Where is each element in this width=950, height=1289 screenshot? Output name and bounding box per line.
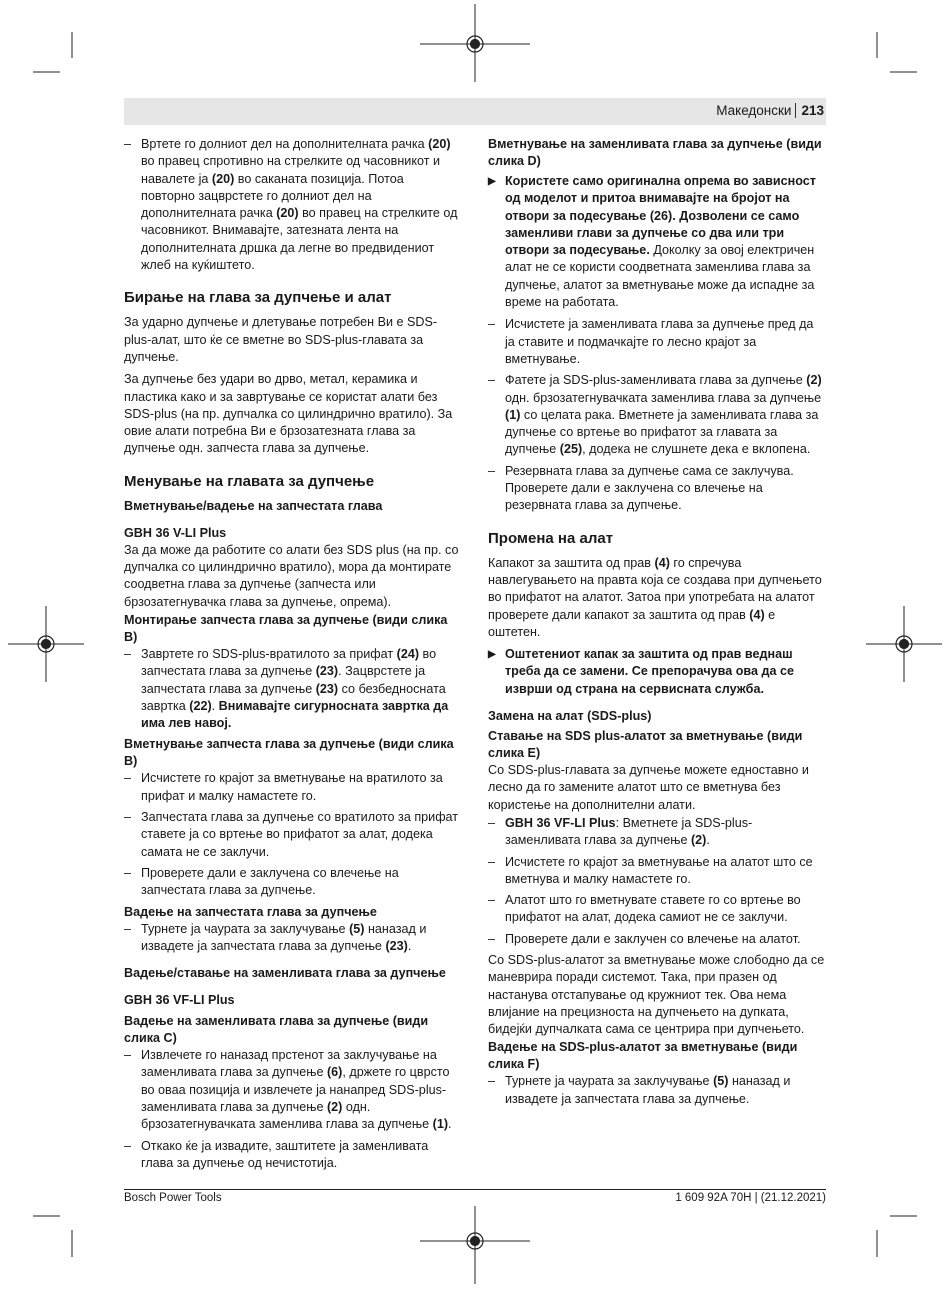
subheading-insert-changeable: Вметнување на заменливата глава за дупчење (види слика D) — [488, 137, 822, 168]
page-number: 213 — [801, 103, 824, 118]
list-item: – Исчистете го крајот за вметнување на вратилото за прифат и малку намастете го. — [124, 770, 461, 805]
list-item: – Запчестата глава за дупчење со вратилото за прифат ставете ја со вртење во прифатот за алат, додека самата не се заклучи. — [124, 809, 461, 861]
warning-note: ▶ Користете само оригинална опрема во зависност од моделот и притоа внимавајте на бројот на отвори за подесување (26). Дозволени се само заменливи глави за дупчење со два или три отвори за подесување. Доколку за овој електричен алат не се користи соодветната заменлива глава за дупчење, алатот за вметнување може да испадне за време на работата. — [488, 173, 825, 311]
subheading-insert-chuck: Вметнување запчеста глава за дупчење (види слика B) — [124, 737, 454, 769]
list-item: – Завртете го SDS-plus-вратилото за прифат (24) во запчестата глава за дупчење (23). Зацврстете ја запчестата глава за дупчење (23) со безбедносната завртка (22). Внимавајте сигурносната завртка да има лев навој. — [124, 646, 461, 732]
left-column — [124, 136, 461, 1176]
model-heading: GBH 36 V-LI Plus — [124, 525, 227, 540]
header-text — [716, 103, 826, 118]
section-heading-tool-change: Промена на алат — [488, 529, 614, 547]
paragraph: За дупчење без удари во дрво, метал, керамика и пластика како и за завртување се користат алати без SDS-plus (на пр. дупчалка со цилиндрично вратило). За овие алати потребна Ви е брзозатезната глава за дупчење одн. запчеста глава за дупчење. — [124, 372, 453, 456]
paragraph: Капакот за заштита од прав (4) го спречува навлегувањето на правта која се создава при дупчењето во прифатот на алатот. Затоа при употребата на алатот проверете дали капакот за заштита од прав (4) е оштетен. — [488, 555, 822, 639]
registration-mark-top — [460, 29, 490, 59]
subheading-remove-replace: Вадење/ставање на заменливата глава за дупчење — [124, 966, 446, 981]
subheading-sds-change: Замена на алат (SDS-plus) — [488, 709, 652, 724]
paragraph: За ударно дупчење и длетување потребен Ви е SDS-plus-алат, што ќе се вметне во SDS-plus-главата за дупчење. — [124, 315, 438, 364]
subheading-insert-remove: Вметнување/вадење на запчестата глава — [124, 498, 383, 513]
right-column — [488, 136, 825, 1112]
list-item: – Исчистете го крајот за вметнување на алатот што се вметнува и малку намастете го. — [488, 854, 825, 889]
warning-note: ▶ Оштетениот капак за заштита од прав веднаш треба да се замени. Се препорачува ова да се изврши од страна на сервисната служба. — [488, 646, 825, 698]
footer-doc-id: 1 609 92A 70H | (21.12.2021) — [675, 1192, 826, 1204]
registration-mark-right — [889, 629, 919, 659]
list-item: – Проверете дали е заклучен со влечење на алатот. — [488, 931, 825, 948]
footer-brand: Bosch Power Tools — [124, 1192, 222, 1204]
paragraph: За да може да работите со алати без SDS plus (на пр. со дупчалка со цилиндрично вратило), мора да монтирате соодветна глава за дупчење (запчеста или брзозатегнувачка глава за дупчење, опрема). — [124, 542, 459, 609]
header-language: Македонски — [716, 103, 792, 118]
list-item: – Резервната глава за дупчење сама се заклучува. Проверете дали е заклучена со влечење на резервната глава за дупчење. — [488, 463, 825, 515]
list-item: – GBH 36 VF-LI Plus: Вметнете ја SDS-plus-заменливата глава за дупчење (2). — [488, 815, 825, 850]
footer-rule — [124, 1189, 826, 1190]
page-header — [124, 98, 826, 125]
registration-mark-bottom — [460, 1226, 490, 1256]
list-item: – Извлечете го наназад прстенот за заклучување на заменливата глава за дупчење (6), држете го цврсто во оваа позиција и извлечете ја нанапред SDS-plus-заменливата глава за дупчење (2) одн. брзозатегнувачката заменлива глава за дупчење (1). — [124, 1047, 461, 1133]
header-separator — [795, 103, 796, 118]
paragraph: Со SDS-plus-главата за дупчење можете едноставно и лесно да го замените алатот што се вметнува без користење на дополнителни алати. — [488, 763, 809, 812]
model-heading: GBH 36 VF-LI Plus — [124, 993, 235, 1008]
subheading-mount: Монтирање запчеста глава за дупчење (види слика B) — [124, 612, 448, 644]
list-item: – Проверете дали е заклучена со влечење на запчестата глава за дупчење. — [124, 865, 461, 900]
list-item: – Фатете ја SDS-plus-заменливата глава за дупчење (2) одн. брзозатегнувачката заменлива глава за дупчење (1) со целата рака. Вметнете ја заменливата глава за дупчење со вртење во прифатот за главата за дупчење (25), додека не слушнете дека е вклопена. — [488, 372, 825, 458]
subheading-remove-changeable: Вадење на заменливата глава за дупчење (види слика C) — [124, 1014, 429, 1046]
subheading-sds-insert: Ставање на SDS plus-алатот за вметнување (види слика E) — [488, 729, 803, 761]
list-item: – Вртете го долниот дел на дополнителната рачка (20) во правец спротивно на стрелките од часовникот и навалете ја (20) во саканата позиција. Потоа повторно зацврстете го долниот дел на дополнителната рачка (20) во правец на стрелките од часовникот. Внимавајте, затезната лента на дополнителната дршка да легне во предвидениот жлеб на куќиштето. — [124, 136, 461, 274]
list-item: – Исчистете ја заменливата глава за дупчење пред да ја ставите и подмачкајте го лесно крајот за вметнување. — [488, 316, 825, 368]
list-item: – Откако ќе ја извадите, заштитете ја заменливата глава за дупчење од нечистотија. — [124, 1138, 461, 1173]
registration-mark-left — [31, 629, 61, 659]
section-heading-selection: Бирање на глава за дупчење и алат — [124, 289, 392, 307]
subheading-sds-remove: Вадење на SDS-plus-алатот за вметнување (види слика F) — [488, 1040, 798, 1072]
list-item: – Турнете ја чаурата за заклучување (5) наназад и извадете ја запчестата глава за дупчење. — [488, 1073, 825, 1108]
list-item: – Турнете ја чаурата за заклучување (5) наназад и извадете ја запчестата глава за дупчење (23). — [124, 921, 461, 956]
paragraph: Со SDS-plus-алатот за вметнување може слободно да се маневрира поради системот. Така, при празен од настанува отстапување од кружниот тек. Ова нема влијание на прецизноста на дупчењето на дупката, бидејќи дупчалката сама се центрира при дупчењето. — [488, 952, 825, 1037]
subheading-remove-chuck: Вадење на запчестата глава за дупчење — [124, 904, 377, 919]
section-heading-change-chuck: Менување на главата за дупчење — [124, 472, 375, 490]
list-item: – Алатот што го вметнувате ставете го со вртење во прифатот на алат, додека самиот не се заклучи. — [488, 892, 825, 927]
